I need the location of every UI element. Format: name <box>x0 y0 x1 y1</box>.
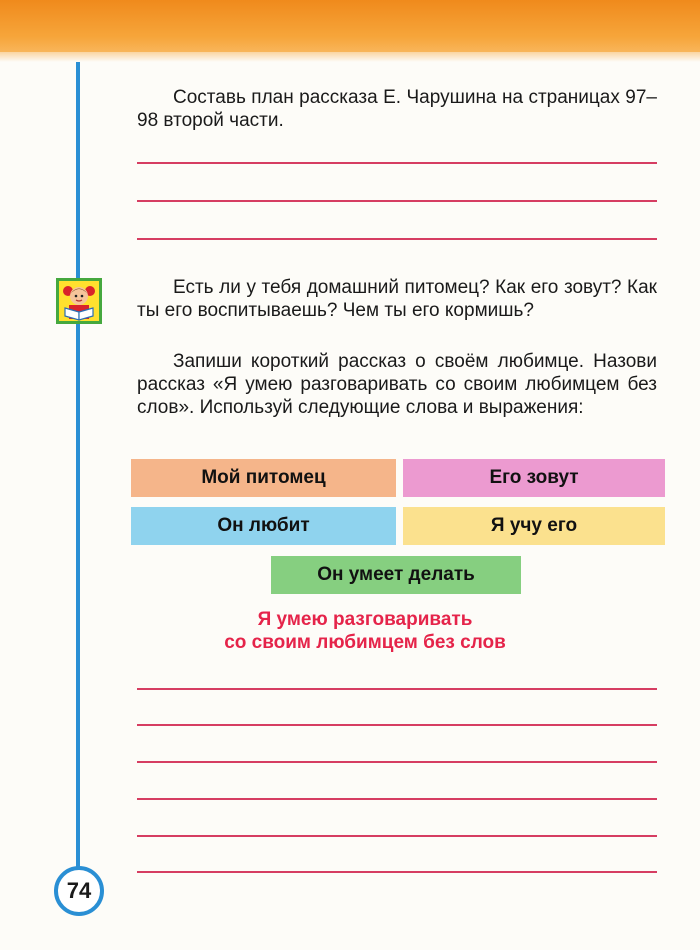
story-title-line2: со своим любимцем без слов <box>224 632 506 653</box>
page-number: 74 <box>54 866 104 916</box>
write-line[interactable] <box>137 835 657 837</box>
story-title <box>200 608 530 654</box>
write-line[interactable] <box>137 871 657 873</box>
write-line[interactable] <box>137 688 657 690</box>
story-title-line1: Я умею разговаривать <box>257 609 473 630</box>
write-line[interactable] <box>137 724 657 726</box>
write-line[interactable] <box>137 761 657 763</box>
header-band-fade <box>0 52 700 62</box>
write-line[interactable] <box>137 162 657 164</box>
task2-instructions: Запиши короткий рассказ о своём любимце. Назови рассказ «Я умею разговаривать со своим любимцем без слов». Используй следующие слова и выражения: <box>137 351 657 418</box>
write-line[interactable] <box>137 238 657 240</box>
phrase-chip-my-pet: Мой питомец <box>131 459 396 497</box>
margin-line <box>76 62 80 882</box>
phrase-chip-he-can-do: Он умеет делать <box>271 556 521 594</box>
write-line[interactable] <box>137 200 657 202</box>
header-band <box>0 0 700 52</box>
phrase-chip-i-teach-him: Я учу его <box>403 507 665 545</box>
write-line[interactable] <box>137 798 657 800</box>
phrase-chip-his-name: Его зовут <box>403 459 665 497</box>
task2-questions: Есть ли у тебя домашний питомец? Как его зовут? Как ты его воспитываешь? Чем ты его кормишь? <box>137 277 657 321</box>
child-reading-book-icon <box>56 278 102 324</box>
phrase-chip-he-likes: Он любит <box>131 507 396 545</box>
task1-text: Составь план рассказа Е. Чарушина на страницах 97–98 второй части. <box>137 87 657 131</box>
